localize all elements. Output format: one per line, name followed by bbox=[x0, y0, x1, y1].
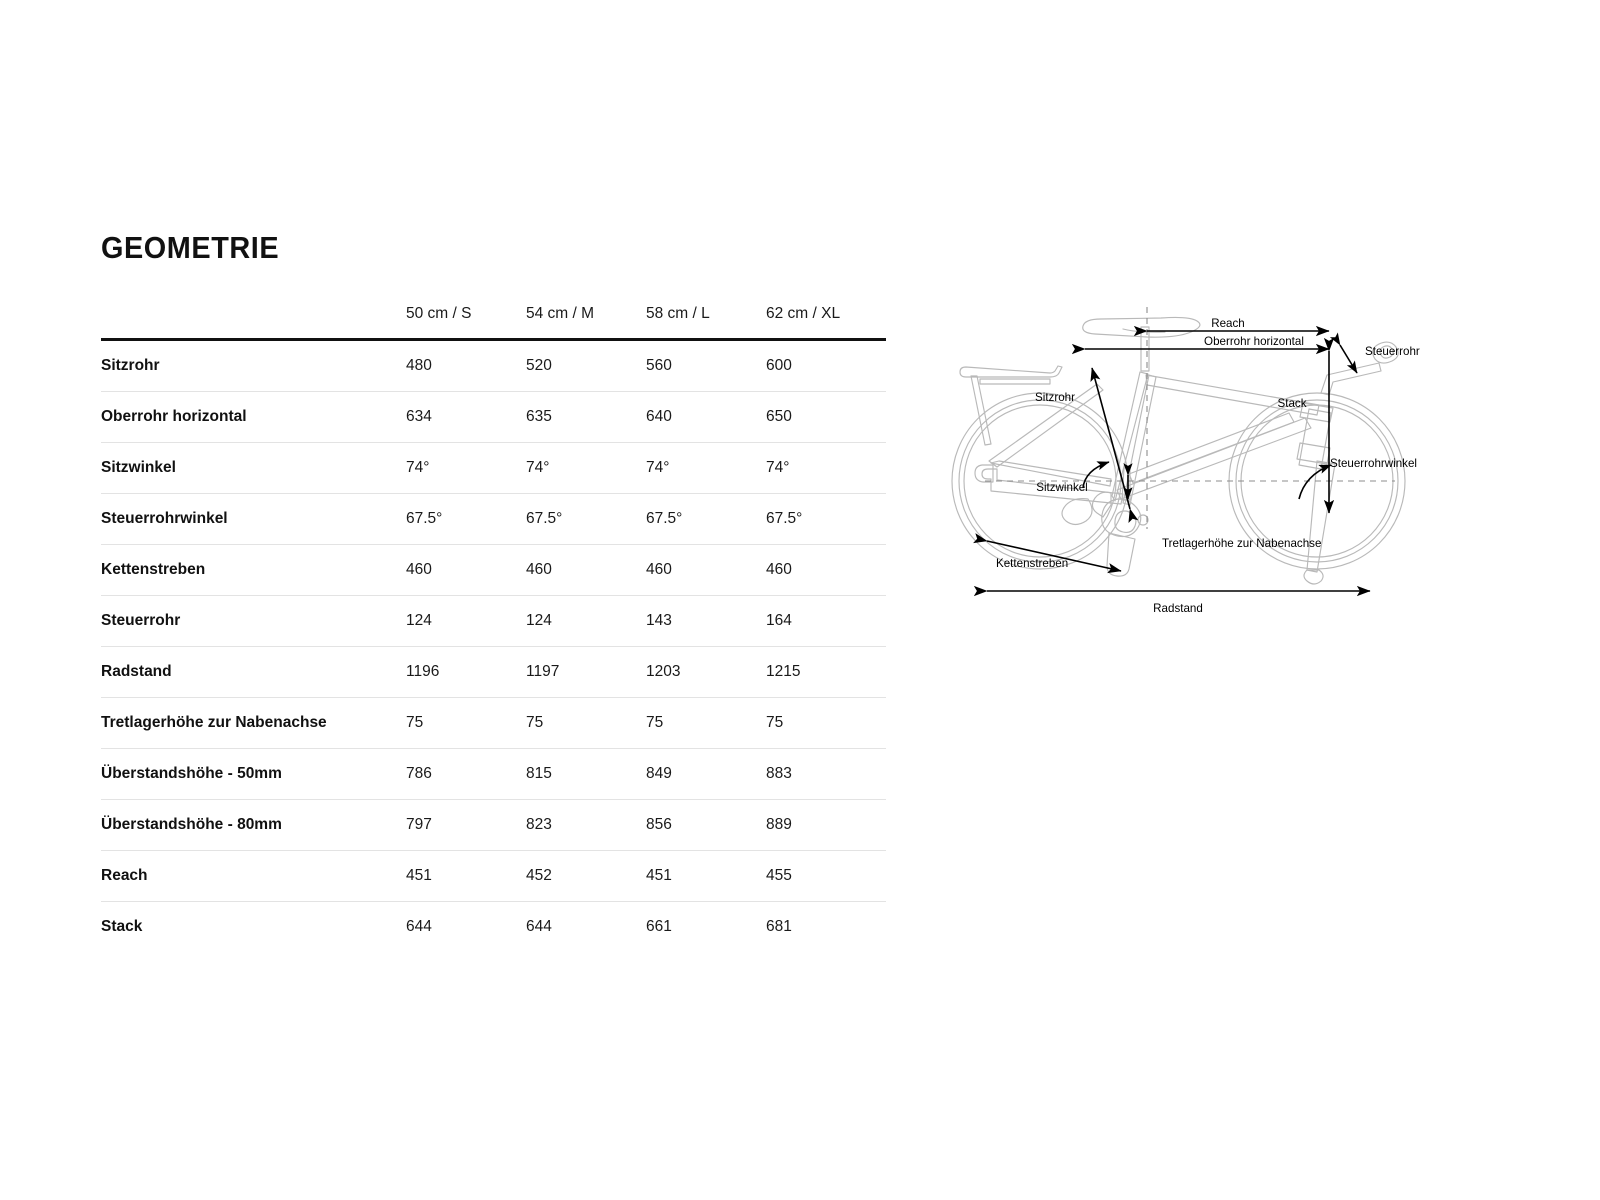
row-value-m: 124 bbox=[526, 596, 646, 647]
row-label: Reach bbox=[101, 851, 406, 902]
row-value-xl: 455 bbox=[766, 851, 886, 902]
row-label: Überstandshöhe - 80mm bbox=[101, 800, 406, 851]
label-wheelbase: Radstand bbox=[1153, 602, 1203, 615]
row-label: Überstandshöhe - 50mm bbox=[101, 749, 406, 800]
table-body bbox=[101, 340, 886, 953]
row-value-s: 75 bbox=[406, 698, 526, 749]
geometry-table bbox=[101, 305, 886, 952]
row-value-m: 67.5° bbox=[526, 494, 646, 545]
row-value-s: 480 bbox=[406, 340, 526, 392]
label-head-tube-angle: Steuerrohrwinkel bbox=[1330, 457, 1417, 470]
row-value-l: 74° bbox=[646, 443, 766, 494]
table-row bbox=[101, 698, 886, 749]
label-reach: Reach bbox=[1211, 317, 1245, 330]
row-value-l: 661 bbox=[646, 902, 766, 953]
row-value-xl: 67.5° bbox=[766, 494, 886, 545]
row-value-xl: 681 bbox=[766, 902, 886, 953]
row-value-l: 143 bbox=[646, 596, 766, 647]
row-value-m: 644 bbox=[526, 902, 646, 953]
label-seat-angle: Sitzwinkel bbox=[1036, 481, 1088, 494]
row-value-xl: 1215 bbox=[766, 647, 886, 698]
row-value-s: 74° bbox=[406, 443, 526, 494]
row-value-s: 786 bbox=[406, 749, 526, 800]
table-row bbox=[101, 340, 886, 392]
row-value-m: 452 bbox=[526, 851, 646, 902]
row-label: Radstand bbox=[101, 647, 406, 698]
row-label: Tretlagerhöhe zur Nabenachse bbox=[101, 698, 406, 749]
row-value-l: 75 bbox=[646, 698, 766, 749]
column-header-size-m: 54 cm / M bbox=[526, 305, 646, 340]
label-bb-drop: Tretlagerhöhe zur Nabenachse bbox=[1162, 537, 1322, 550]
bicycle-geometry-diagram bbox=[925, 285, 1495, 635]
column-header-size-xl: 62 cm / XL bbox=[766, 305, 886, 340]
row-label: Sitzwinkel bbox=[101, 443, 406, 494]
label-chainstay: Kettenstreben bbox=[996, 557, 1069, 570]
row-label: Steuerrohrwinkel bbox=[101, 494, 406, 545]
row-value-m: 823 bbox=[526, 800, 646, 851]
row-value-s: 124 bbox=[406, 596, 526, 647]
row-value-s: 460 bbox=[406, 545, 526, 596]
row-value-l: 640 bbox=[646, 392, 766, 443]
row-value-xl: 75 bbox=[766, 698, 886, 749]
row-value-m: 75 bbox=[526, 698, 646, 749]
table-row bbox=[101, 902, 886, 953]
row-value-s: 67.5° bbox=[406, 494, 526, 545]
row-value-xl: 883 bbox=[766, 749, 886, 800]
label-head-tube: Steuerrohr bbox=[1365, 345, 1420, 358]
label-top-tube: Oberrohr horizontal bbox=[1204, 335, 1304, 348]
row-label: Steuerrohr bbox=[101, 596, 406, 647]
row-value-xl: 889 bbox=[766, 800, 886, 851]
table-row bbox=[101, 545, 886, 596]
row-value-m: 635 bbox=[526, 392, 646, 443]
table-header-row bbox=[101, 305, 886, 340]
table-row bbox=[101, 494, 886, 545]
column-header-label bbox=[101, 305, 406, 340]
row-value-xl: 650 bbox=[766, 392, 886, 443]
label-stack: Stack bbox=[1277, 397, 1307, 410]
table-row bbox=[101, 800, 886, 851]
row-label: Sitzrohr bbox=[101, 340, 406, 392]
table-row bbox=[101, 596, 886, 647]
row-value-s: 797 bbox=[406, 800, 526, 851]
geometry-table-panel bbox=[101, 232, 891, 952]
row-value-l: 560 bbox=[646, 340, 766, 392]
row-value-l: 1203 bbox=[646, 647, 766, 698]
row-value-l: 451 bbox=[646, 851, 766, 902]
head-tube-pointer bbox=[1340, 345, 1357, 373]
row-value-s: 451 bbox=[406, 851, 526, 902]
page-title: GEOMETRIE bbox=[101, 230, 280, 265]
row-value-m: 520 bbox=[526, 340, 646, 392]
row-value-xl: 460 bbox=[766, 545, 886, 596]
label-seat-tube: Sitzrohr bbox=[1035, 391, 1075, 404]
table-row bbox=[101, 443, 886, 494]
row-value-m: 74° bbox=[526, 443, 646, 494]
table-row bbox=[101, 647, 886, 698]
table-row bbox=[101, 851, 886, 902]
row-label: Oberrohr horizontal bbox=[101, 392, 406, 443]
row-label: Kettenstreben bbox=[101, 545, 406, 596]
table-header bbox=[101, 305, 886, 340]
row-value-m: 815 bbox=[526, 749, 646, 800]
table-row bbox=[101, 749, 886, 800]
row-value-s: 644 bbox=[406, 902, 526, 953]
row-value-s: 634 bbox=[406, 392, 526, 443]
row-value-xl: 600 bbox=[766, 340, 886, 392]
row-value-xl: 74° bbox=[766, 443, 886, 494]
row-value-l: 67.5° bbox=[646, 494, 766, 545]
row-value-m: 1197 bbox=[526, 647, 646, 698]
column-header-size-s: 50 cm / S bbox=[406, 305, 526, 340]
table-row bbox=[101, 392, 886, 443]
row-value-m: 460 bbox=[526, 545, 646, 596]
row-value-l: 460 bbox=[646, 545, 766, 596]
row-value-l: 856 bbox=[646, 800, 766, 851]
row-value-xl: 164 bbox=[766, 596, 886, 647]
column-header-size-l: 58 cm / L bbox=[646, 305, 766, 340]
seat-tube-pointer bbox=[1092, 368, 1130, 509]
row-value-s: 1196 bbox=[406, 647, 526, 698]
row-label: Stack bbox=[101, 902, 406, 953]
row-value-l: 849 bbox=[646, 749, 766, 800]
